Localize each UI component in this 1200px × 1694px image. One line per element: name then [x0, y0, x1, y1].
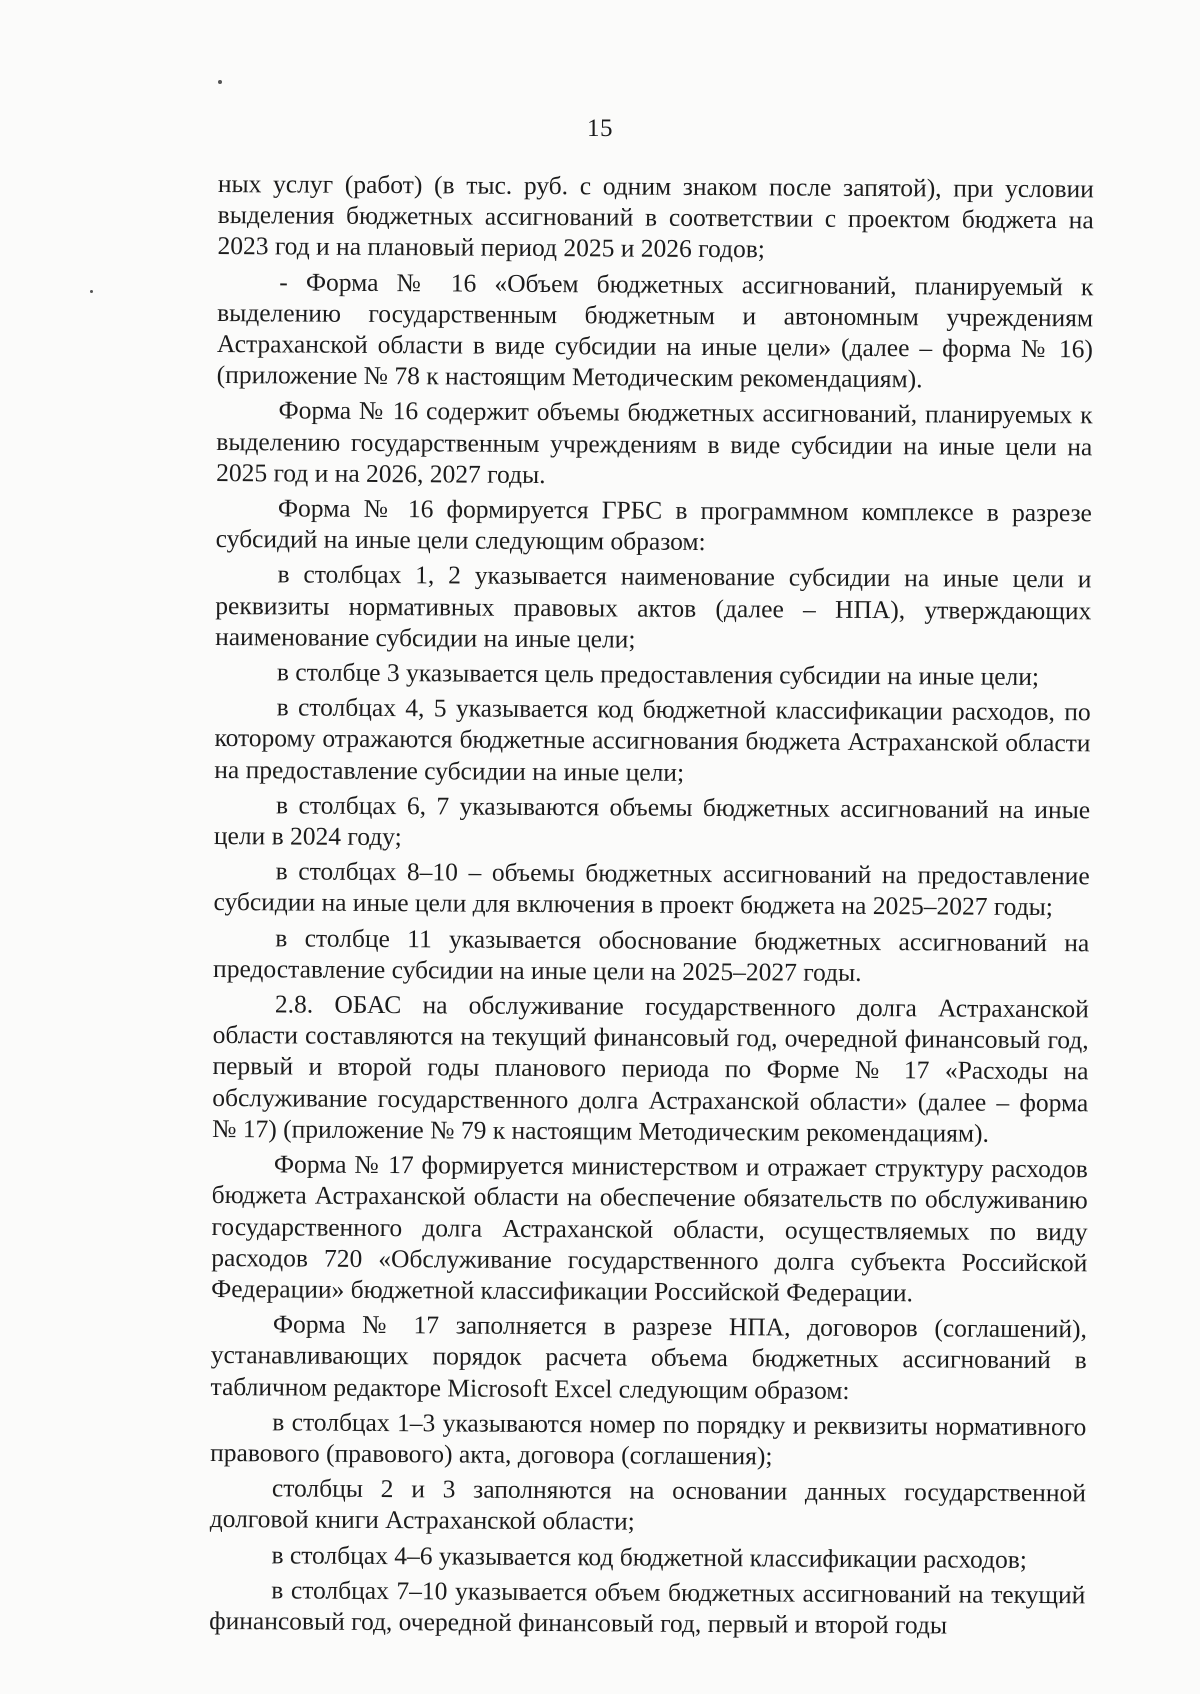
paragraph: ных услуг (работ) (в тыс. руб. с одним знаком после запятой), при условии выделения бюджетных ассигнований в соответствии с проектом бюджета на 2023 год и на плановый период 2025 и 2026 годов;: [217, 168, 1094, 264]
paragraph: в столбцах 6, 7 указываются объемы бюджетных ассигнований на иные цели в 2024 году;: [213, 790, 1091, 852]
paragraph: в столбцах 1, 2 указывается наименование субсидии на иные цели и реквизиты нормативных правовых актов (далее – НПА), утверждающих наименование субсидии на иные цели;: [215, 559, 1092, 654]
paragraph: в столбце 11 указывается обоснование бюджетных ассигнований на предоставление субсидии на иные цели на 2025–2027 годы.: [213, 923, 1090, 987]
paragraph: в столбце 3 указывается цель предоставления субсидии на иные цели;: [276, 657, 1040, 692]
paragraph: столбцы 2 и 3 заполняются на основании данных государственной долговой книги Астраханской области;: [209, 1473, 1087, 1536]
paragraph: Форма № 17 формируется министерством и отражает структуру расходов бюджета Астраханской области на обеспечение обязательств по обслуживанию государственного долга Астраханской области, осуществляемых по виду расходов 720 «Обслуживание государственного долга субъекта Российской Федерации» бюджетной классификации Российской Федерации.: [211, 1149, 1088, 1308]
paragraph: 2.8. ОБАС на обслуживание государственного долга Астраханской области составляются на текущий финансовый год, очередной финансовый год, первый и второй годы планового периода по Форме № 17 «Расходы на обслуживание государственного долга Астраханской области» (далее – форма № 17) (приложение № 79 к настоящим Методическим рекомендациям).: [212, 989, 1089, 1148]
paragraph: Форма № 16 содержит объемы бюджетных ассигнований, планируемых к выделению государственным учреждениям в виде субсидии на иные цели на 2025 год и на 2026, 2027 годы.: [216, 395, 1093, 489]
page-number: 15: [587, 115, 613, 142]
paragraph: Форма № 17 заполняется в разрезе НПА, договоров (соглашений), устанавливающих порядок расчета объема бюджетных ассигнований в табличном редакторе Microsoft Excel следующим образом:: [210, 1309, 1088, 1405]
paragraph: в столбцах 7–10 указывается объем бюджетных ассигнований на текущий финансовый год, очередной финансовый год, первый и второй годы: [209, 1575, 1086, 1640]
scan-speck: [218, 80, 222, 84]
paragraph: Форма № 16 формируется ГРБС в программном комплексе в разрезе субсидий на иные цели следующим образом:: [215, 493, 1092, 557]
paragraph: - Форма № 16 «Объем бюджетных ассигнований, планируемый к выделению государственным бюджетным и автономным учреждениям Астраханской области в виде субсидии на иные цели» (далее – форма № 16) (приложение № 78 к настоящим Методическим рекомендациям).: [216, 266, 1094, 394]
paragraph: в столбцах 4–6 указывается код бюджетной классификации расходов;: [271, 1539, 1028, 1574]
scan-speck: [90, 290, 93, 293]
paragraph: в столбцах 1–3 указываются номер по порядку и реквизиты нормативного правового (правового) акта, договора (соглашения);: [210, 1407, 1087, 1471]
paragraph: в столбцах 4, 5 указывается код бюджетной классификации расходов, по которому отражаются бюджетные ассигнования бюджета Астраханской области на предоставление субсидии на иные цели;: [214, 692, 1091, 787]
paragraph: в столбцах 8–10 – объемы бюджетных ассигнований на предоставление субсидии на иные цели для включения в проект бюджета на 2025–2027 годы;: [213, 856, 1090, 922]
body-text: [209, 168, 1094, 1645]
